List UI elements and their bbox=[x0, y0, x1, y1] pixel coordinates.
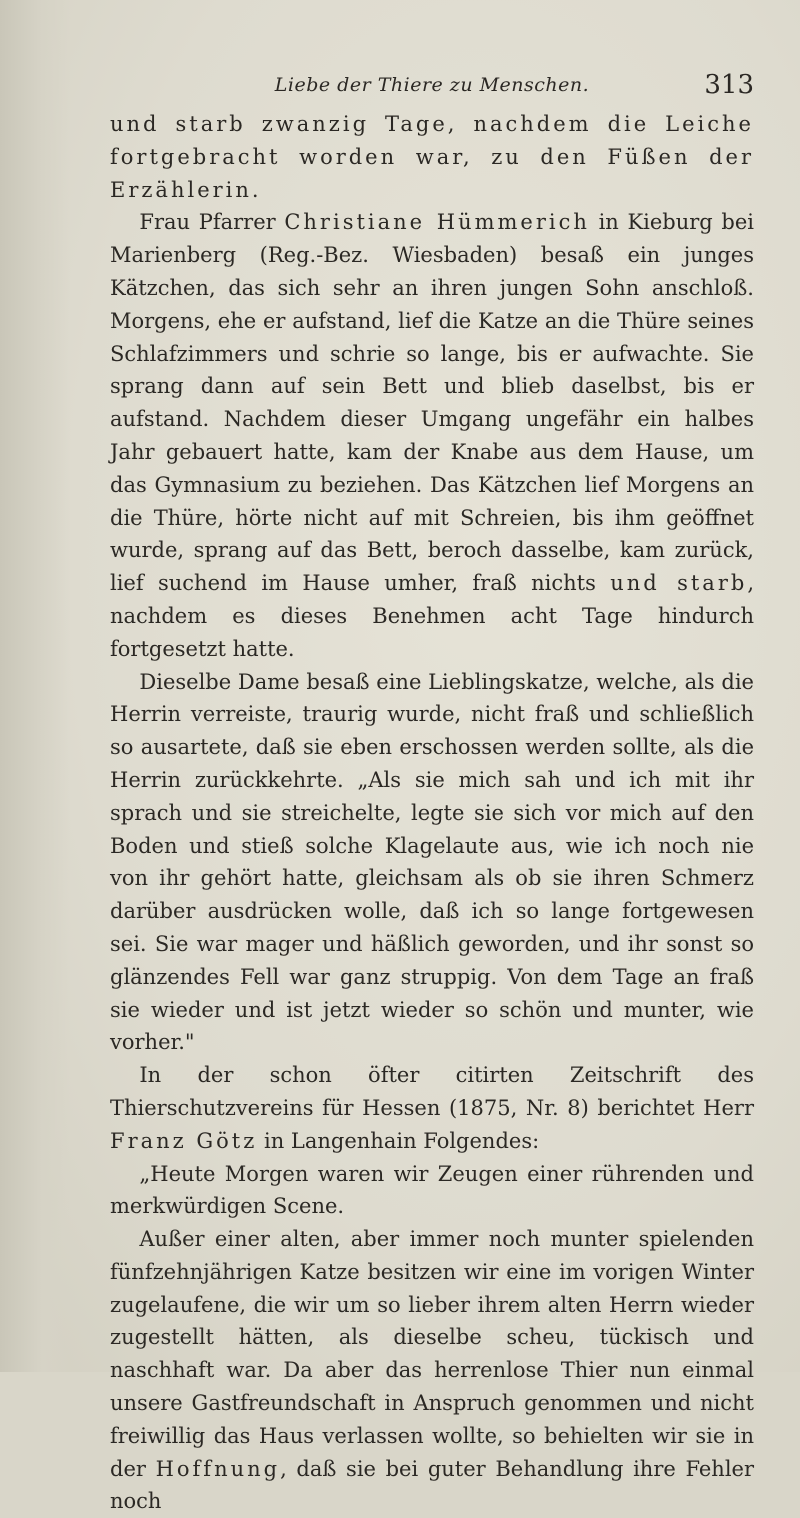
emphasized-text: Franz Götz bbox=[110, 1128, 258, 1153]
text-run: In der schon öfter citirten Zeitschrift des Thierschutzvereins für Hessen (1875, Nr. 8) berichtet Herr bbox=[110, 1063, 754, 1120]
text-run: , daß sie bei guter Behandlung ihre Fehler noch bbox=[110, 1456, 754, 1514]
emphasized-text: Hoffnung bbox=[155, 1456, 281, 1481]
emphasized-text: und starb zwanzig Tage, nachdem die Leiche fortgebracht worden war, zu den Füßen der Erzählerin. bbox=[110, 112, 754, 202]
page-header bbox=[110, 68, 754, 104]
text-run: Frau Pfarrer bbox=[139, 210, 285, 235]
paragraph bbox=[110, 666, 754, 1060]
text-run: in Kieburg bei Marienberg (Reg.-Bez. Wiesbaden) besaß ein junges Kätzchen, das sich sehr an ihren jungen Sohn anschloß. Morgens, ehe er aufstand, lief die Katze an die Thüre seines Schlafzimmers und schrie so lange, bis er aufwachte. Sie sprang dann auf sein Bett und blieb daselbst, bis er aufstand. Nachdem dieser Umgang ungefähr ein halbes Jahr gebauert hatte, kam der Knabe aus dem Hause, um das Gymnasium zu beziehen. Das Kätzchen lief Morgens an die Thüre, hörte nicht auf mit Schreien, bis ihm geöffnet wurde, sprang auf das Bett, beroch dasselbe, kam zurück, lief suchend im Hause umher, fraß nichts bbox=[110, 210, 755, 596]
text-run: „Heute Morgen waren wir Zeugen einer rührenden und merkwürdigen Scene. bbox=[110, 1161, 754, 1219]
emphasized-text: und starb bbox=[610, 571, 748, 596]
paragraph bbox=[110, 108, 754, 206]
paragraph bbox=[110, 1223, 754, 1518]
text-run: Außer einer alten, aber immer noch munter spielenden fünfzehnjährigen Katze besitzen wir eine im vorigen Winter zugelaufene, die wir um so lieber ihrem alten Herrn wieder zugestellt hätten, als dieselbe scheu, tückisch und naschhaft war. Da aber das herrenlose Thier nun einmal unsere Gastfreundschaft in Anspruch genommen und nicht freiwillig das Haus verlassen wollte, so behielten wir sie in der bbox=[110, 1227, 754, 1481]
paragraph bbox=[110, 206, 754, 665]
paragraph bbox=[110, 1158, 754, 1224]
page-number: 313 bbox=[704, 70, 754, 100]
text-run: in Langenhain Folgendes: bbox=[257, 1128, 540, 1153]
text-run: , nachdem es dieses Benehmen acht Tage hindurch fortgesetzt hatte. bbox=[110, 571, 754, 661]
body-text bbox=[110, 108, 754, 1518]
page-gutter-shadow bbox=[0, 0, 70, 1372]
text-run: Dieselbe Dame besaß eine Lieblingskatze, welche, als die Herrin verreiste, traurig wurde, nicht fraß und schließlich so ausartete, daß sie eben erschossen werden sollte, als die Herrin zurückkehrte. „Als sie mich sah und ich mit ihr sprach und sie streichelte, legte sie sich vor mich auf den Boden und stieß solche Klagelaute aus, wie ich noch nie von ihr gehört hatte, gleichsam als ob sie ihren Schmerz darüber ausdrücken wolle, daß ich so lange fortgewesen sei. Sie war mager und häßlich geworden, und ihr sonst so glänzendes Fell war ganz struppig. Von dem Tage an fraß sie wieder und ist jetzt wieder so schön und munter, wie vorher." bbox=[110, 669, 754, 1055]
emphasized-text: Christiane Hümmerich bbox=[284, 210, 590, 235]
running-title: Liebe der Thiere zu Menschen. bbox=[274, 74, 590, 96]
paragraph bbox=[110, 1059, 754, 1157]
